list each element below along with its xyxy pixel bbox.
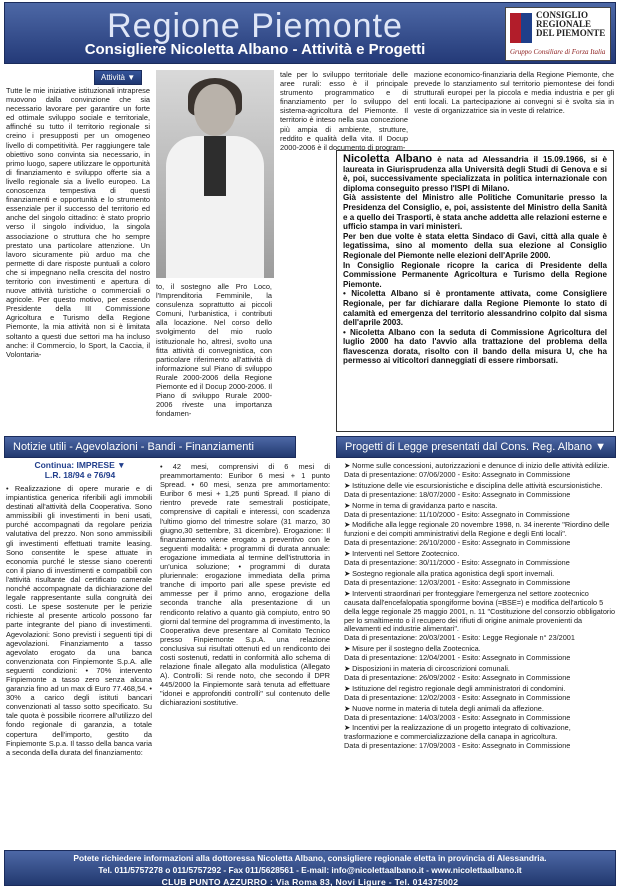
bio-paragraph: • Nicoletta Albano con la seduta di Commissione Agricoltura del luglio 2000 ha dato l'avvio alla trattazione del problema della flavescenza dorata, risolto con il bando della misura U, che ha permesso ai viticoltori danneggiati di essere rimborsati. xyxy=(343,327,607,366)
bio-name: Nicoletta Albano xyxy=(343,153,433,165)
project-title: ➤ Sostegno regionale alla pratica agonistica degli sport invernali. xyxy=(344,568,555,578)
project-title: ➤ Interventi nel Settore Zootecnico. xyxy=(344,549,460,559)
project-title: ➤ Nuove norme in materia di tutela degli animali da affezione. xyxy=(344,703,544,713)
project-title: ➤ Istituzione delle vie escursionistiche e disciplina delle attività escursionistiche. xyxy=(344,480,603,490)
biography-box xyxy=(336,150,614,432)
project-title: ➤ Interventi straordinari per fronteggiare l'emergenza nel settore zootecnico causata dall'encefalopatia spongiforme bovina (=BSE=) e modifica dell'articolo 5 della legge regionale 25 maggio 2001, n. 11 "Costituzione del consorzio obbligatorio per lo smaltimento o il recupero dei rifiuti di origine animale provenienti da allevamenti ed industrie alimentari". xyxy=(344,588,616,634)
notizie-banner: Notizie utili - Agevolazioni - Bandi - Finanziamenti xyxy=(4,436,296,458)
project-item xyxy=(344,521,616,548)
logo-group: Gruppo Consiliare di Forza Italia xyxy=(510,48,606,56)
footer-contact-line: Potete richiedere informazioni alla dottoressa Nicoletta Albano, consigliere regionale eletta in provincia di Alessandria. xyxy=(73,853,547,863)
page-title: Regione Piemonte xyxy=(107,7,403,45)
logo-title: CONSIGLIO REGIONALE DEL PIEMONTE xyxy=(536,10,606,38)
notizie-column-2: • 42 mesi, comprensivi di 6 mesi di preammortamento: Euribor 6 mesi + 1 punto Spread. • 60 mesi, senza pre ammortamento: Euribor 6 mesi + 1,25 punti Spread. Il piano di rientro prevede rate semestrali posticipate, comprensive di capitali e interessi, con scadenza l'ultimo giorno del trimestre solare (31 marzo, 30 giugno,30 settembre, 31 dicembre). Erogazione: Il finanziamento viene erogato a preventivo con le seguenti modalità: • programmi di durata annuale: erogazione immediata al termine dell'istruttoria in un'unica soluzione; • programmi di durata pluriennale: erogazione immediata della prima tranche di importo pari alle spese previste ed ammesse per il primo anno, erogazione della seconda tranche alla presentazione di un rendiconto relativo a quanto già compiuto, entro 90 giorni dal termine del programma di investimento, la Cooperativa deve presentare al Comitato Tecnico presso Finpiemonte S.p.A. una relazione conclusiva sui risultati ottenuti ed un rendiconto dei costi sostenuti, redatti in conformità allo schema di relazione finale allegato alla modulistica (Allegato A). Controlli: Si rende noto, che secondo il DPR 445/2000 la Finpiemonte sarà tenuta ad effettuare "idonei e approfonditi controlli" sul contenuto delle dichiarazioni sostitutive. xyxy=(160,462,330,708)
project-title: ➤ Disposizioni in materia di circoscrizioni comunali. xyxy=(344,664,510,674)
project-date-outcome: Data di presentazione: 12/03/2001 - Esito: Assegnato in Commissione xyxy=(344,577,571,587)
project-date-outcome: Data di presentazione: 11/10/2000 - Esito: Assegnato in Commissione xyxy=(344,509,570,519)
project-item xyxy=(344,502,616,520)
project-item xyxy=(344,685,616,703)
project-item xyxy=(344,724,616,751)
project-date-outcome: Data di presentazione: 20/03/2001 - Esito: Legge Regionale n° 23/2001 xyxy=(344,633,575,643)
project-item xyxy=(344,570,616,588)
notizie-column-1: • Realizzazione di opere murarie e di impiantistica generica riferibili agli immobili destinati all'attività della Cooperativa. Sono ammissibili gli investimenti in beni usati, purché accompagnati da regolare perizia valutativa del prezzo. Non sono ammissibili gli investimenti effettuati tramite leasing. Sono consentite le spese attuate in economia purché le stesse siano coerenti con il piano di investimenti e compatibili con l'attività risultante dal certificato camerale nonché accompagnate da dichiarazione del legale rappresentante sulla congruità dei costi. Le spese sostenute per le perizie richieste al presente articolo possono far parte integrante del piano di investimenti. Agevolazioni: Sono previsti i seguenti tipi di agevolazioni. Finanziamento a tasso agevolato erogato da una banca convenzionata con Finpiemonte S.p.A. alle seguenti condizioni: • 70% intervento Finpiemonte a tasso zero senza alcuna garanzia fino ad un max di Euro 77.468,54. • 30% a carico degli istituti bancari convenzionati al tasso sotto specificato. Su tale quota è possibile ricorrere all'utilizzo del fondo regionale di garanzia, a totale copertura dell'importo, gestito da Finpiemonte S.p.a. Il tasso della banca varia a seconda della durata del finanziamento: xyxy=(6,484,152,757)
continua-label: Continua: IMPRESE ▼ xyxy=(34,460,126,470)
bio-paragraph: • Nicoletta Albano si è prontamente attivata, come Consigliere Regionale, per far dichiarare dalla Regione Piemonte lo stato di calamità ed emergenza del territorio alessandrino colpito dal sisma dell'aprile 2003. xyxy=(343,289,607,328)
attivita-column-3: tale per lo sviluppo territoriale delle aree rurali: esso è il principale strumento programmatico e di finanziamento per lo sviluppo del sistema-agricoltura del Piemonte. Il territorio è inteso nella sua concezione più ampia di ambiente, strutture, reddito e qualità della vita. Il Docup 2000-2006 è il documento di program- xyxy=(280,70,408,152)
project-date-outcome: Data di presentazione: 07/06/2000 - Esito: Assegnato in Commissione xyxy=(344,469,571,479)
bio-paragraph: Per ben due volte è stata eletta Sindaco di Gavi, città alla quale è legatissima, sino al momento della sua elezione al Consiglio Regionale del Piemonte nelle elezioni dell'Aprile 2000. xyxy=(343,231,607,260)
footer-banner xyxy=(4,850,616,886)
project-date-outcome: Data di presentazione: 12/04/2001 - Esito: Assegnato in Commissione xyxy=(344,653,571,663)
bio-paragraph: In Consiglio Regionale ricopre la carica di Presidente della Commissione Permanente Agricoltura e Turismo della Regione Piemonte. xyxy=(343,260,607,289)
attivita-column-4: mazione economico-finanziaria della Regione Piemonte, che prevede lo stanziamento sul territorio piemontese dei fondi strutturali europei per la piccola e media industria e per gli enti locali. La partecipazione ai convegni si è svolta sia in veste di organizzatrice sia in veste di relatrice. xyxy=(414,70,614,116)
project-item xyxy=(344,645,616,663)
project-date-outcome: Data di presentazione: 12/02/2003 - Esito: Assegnato in Commissione xyxy=(344,692,571,702)
project-date-outcome: Data di presentazione: 26/10/2000 - Esito: Assegnato in Commissione xyxy=(344,538,571,548)
project-title: ➤ Modifiche alla legge regionale 20 novembre 1998, n. 34 inerente "Riordino delle funzioni e dei compiti amministrativi della Regione e degli Enti locali". xyxy=(344,520,610,539)
council-logo xyxy=(505,7,611,61)
law-reference: L.R. 18/94 e 76/94 xyxy=(44,470,116,480)
project-item xyxy=(344,665,616,683)
footer-phone-line: Tel. 011/5757278 o 011/5757292 - Fax 011/5628561 - E-mail: info@nicolettaalbano.it - www.nicolettaalbano.it xyxy=(98,865,522,875)
attivita-column-1: Tutte le mie iniziative istituzionali intraprese muovono dalla convinzione che sia necessario lavorare per garantire un forte ed ottimale sviluppo sociale e territoriale, affinché su tutto il territorio regionale si creino i presupposti per un omogeneo livello di competitività. Per raggiungere tale obiettivo sono convinta sia necessario, in primo luogo, sapere utilizzare le opportunità di finanziamento e sviluppo offerte sia a livello regionale sia a livello europeo. La conoscenza tempestiva di questi finanziamenti e opportunità e lo strumento essenziale per il successo del territorio ed anche del singolo cittadino: è stato proprio verso il singolo individuo, la singola associazione o struttura che ho sempre prestato una particolare attenzione. Un lavoro sicuramente più arduo ma che permette di dare risposte puntuali a coloro che si impegnano nella crescita del nostro territorio con investimenti e apertura di nuove attività turistiche o commerciali o agricole. Per questo motivo, per essendo Presidente della III Commissione Agricoltura e Turismo della Regione Piemonte, la mia attività non si è limitata soltanto a questi due settori ma ha incluso anche: il Commercio, lo Sport, la Caccia, il Volontaria- xyxy=(6,86,150,359)
regional-seal-icon xyxy=(510,13,532,43)
project-title: ➤ Norme in tema di gravidanza parto e nascita. xyxy=(344,500,498,510)
project-item xyxy=(344,705,616,723)
project-item xyxy=(344,462,616,480)
project-title: ➤ Incentivi per la realizzazione di un progetto integrato di coltivazione, trasformazione e commercializzazione della canapa in agricoltura. xyxy=(344,723,571,742)
project-title: ➤ Istituzione del registro regionale degli amministratori di condomini. xyxy=(344,683,566,693)
project-date-outcome: Data di presentazione: 17/09/2003 - Esito: Assegnato in Commissione xyxy=(344,741,571,751)
portrait-photo xyxy=(156,70,274,278)
project-date-outcome: Data di presentazione: 14/03/2003 - Esito: Assegnato in Commissione xyxy=(344,712,571,722)
project-item xyxy=(344,590,616,643)
project-title: ➤ Norme sulle concessioni, autorizzazioni e denunce di inizio delle attività edilizie. xyxy=(344,461,610,470)
project-title: ➤ Misure per il sostegno della Zootecnica. xyxy=(344,644,481,654)
project-date-outcome: Data di presentazione: 30/11/2000 - Esito: Assegnato in Commissione xyxy=(344,558,570,568)
bio-paragraph: è nata ad Alessandria il 15.09.1966, si è laureata in Giurisprudenza alla Università degli Studi di Genova e si è, poi, successivamente specializzata in politica internazionale con diploma conseguito presso l'ISPI di Milano. xyxy=(343,155,608,193)
bio-paragraph: Già assistente del Ministro alle Politiche Comunitarie presso la Presidenza del Consiglio, e, poi, assistente del Ministro della Sanità e a quello dei Trasporti, è stata anche addetta alle relazioni esterne e ufficio stampa in vari ministeri. xyxy=(343,193,607,232)
progetti-banner: Progetti di Legge presentati dal Cons. Reg. Albano ▼ xyxy=(336,436,616,458)
header-banner xyxy=(4,2,616,64)
project-item xyxy=(344,482,616,500)
project-date-outcome: Data di presentazione: 26/09/2002 - Esito: Assegnato in Commissione xyxy=(344,672,571,682)
progetti-list xyxy=(344,462,616,846)
continua-heading xyxy=(10,460,150,480)
project-item xyxy=(344,550,616,568)
project-date-outcome: Data di presentazione: 18/07/2000 - Esito: Assegnato in Commissione xyxy=(344,489,571,499)
page-subtitle: Consigliere Nicoletta Albano - Attività e Progetti xyxy=(84,41,426,58)
attivita-column-2: to, il sostegno alle Pro Loco, l'Imprenditoria Femminile, la consulenza soprattutto ai piccoli Comuni, l'urbanistica, i contributi alla locazione. Nel corso dello svolgimento del mio ruolo istituzionale ho, altresì, svolto una fitta attività di convegnistica, con particolare riferimento all'attività di informazione sul Piano di sviluppo Rurale 2000-2006 della Regione Piemonte ed il Docup 2000-2006. Il Piano di sviluppo Rurale 2000-2006 riveste una importanza fondamen- xyxy=(156,282,272,419)
attivita-tag: Attività ▼ xyxy=(94,70,142,85)
footer-club-line: CLUB PUNTO AZZURRO : Via Roma 83, Novi Ligure - Tel. 014375002 xyxy=(161,877,459,887)
